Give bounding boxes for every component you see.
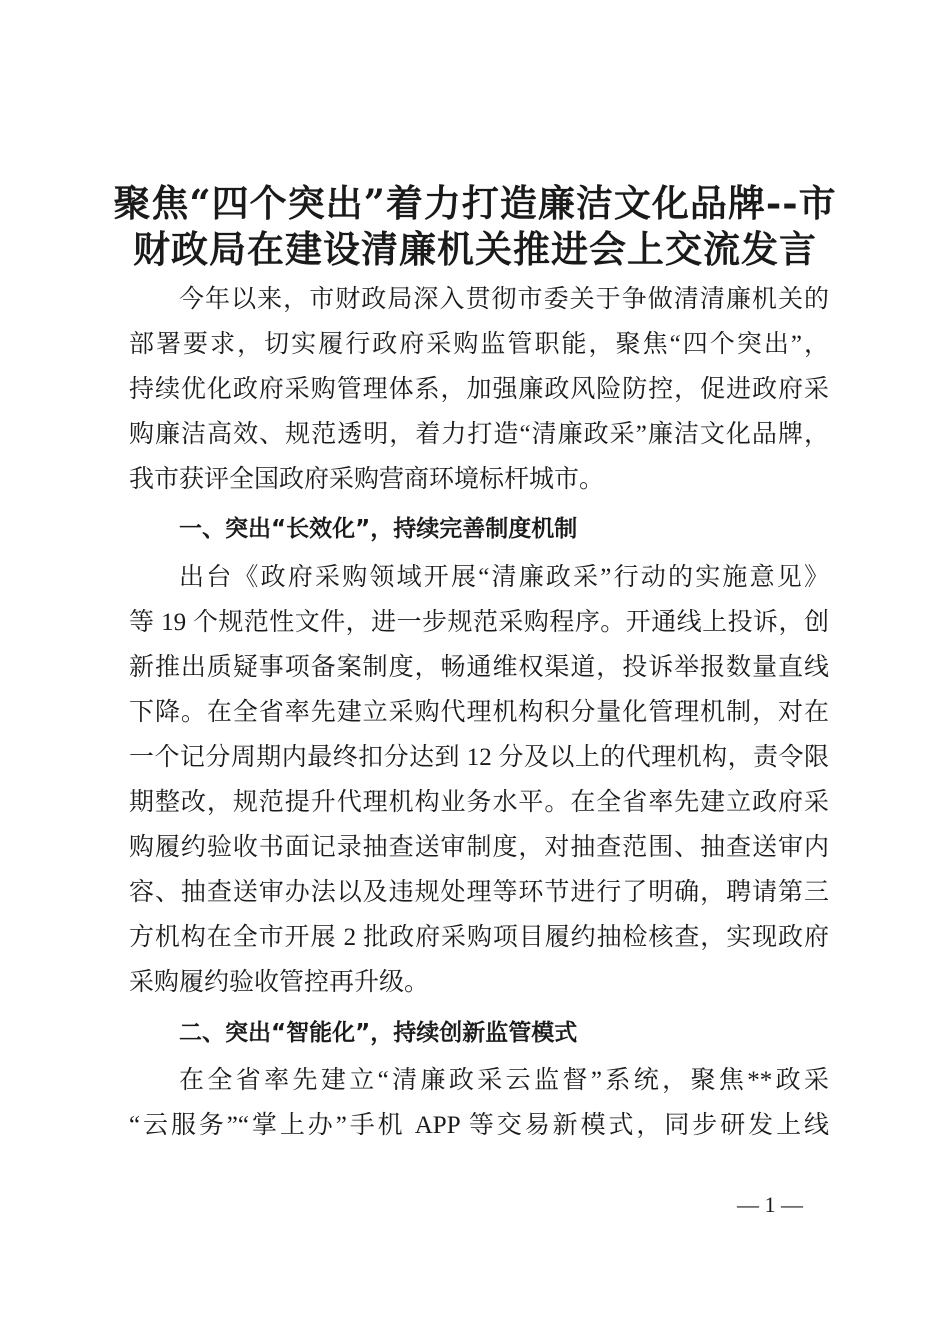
page-number: — 1 — [737, 1192, 803, 1217]
section1-line: 出台《政府采购领域开展“清廉政采”行动的实施意见》 [179, 564, 829, 591]
section1-line: 期整改，规范提升代理机构业务水平。在全省率先建立政府采 [129, 789, 829, 816]
section1-line: 新推出质疑事项备案制度，畅通维权渠道，投诉举报数量直线 [129, 654, 829, 681]
section2-line: “云服务”“掌上办”手机 APP 等交易新模式，同步研发上线 [129, 1112, 829, 1139]
document-title-line-1: 聚焦“四个突出”着力打造廉洁文化品牌--市 [113, 181, 837, 225]
section-heading-2: 二、突出“智能化”，持续创新监管模式 [179, 1020, 578, 1046]
section1-line: 一个记分周期内最终扣分达到 12 分及以上的代理机构，责令限 [129, 744, 829, 771]
intro-line: 我市获评全国政府采购营商环境标杆城市。 [129, 466, 605, 493]
document-title-line-2: 财政局在建设清廉机关推进会上交流发言 [133, 227, 817, 271]
section1-line: 等 19 个规范性文件，进一步规范采购程序。开通线上投诉，创 [129, 609, 829, 636]
section1-line: 采购履约验收管控再升级。 [129, 969, 430, 996]
section-heading-1: 一、突出“长效化”，持续完善制度机制 [179, 516, 578, 542]
intro-line: 今年以来，市财政局深入贯彻市委关于争做清清廉机关的 [179, 286, 829, 313]
intro-line: 持续优化政府采购管理体系，加强廉政风险防控，促进政府采 [129, 376, 829, 403]
section1-line: 方机构在全市开展 2 批政府采购项目履约抽检核查，实现政府 [129, 924, 829, 951]
intro-line: 购廉洁高效、规范透明，着力打造“清廉政采”廉洁文化品牌， [129, 421, 829, 448]
section1-line: 容、抽查送审办法以及违规处理等环节进行了明确，聘请第三 [129, 879, 829, 906]
section1-line: 下降。在全省率先建立采购代理机构积分量化管理机制，对在 [129, 699, 829, 726]
section1-line: 购履约验收书面记录抽查送审制度，对抽查范围、抽查送审内 [129, 834, 829, 861]
section2-line: 在全省率先建立“清廉政采云监督”系统，聚焦**政采 [179, 1067, 829, 1094]
intro-line: 部署要求，切实履行政府采购监管职能，聚焦“四个突出”， [129, 331, 829, 358]
